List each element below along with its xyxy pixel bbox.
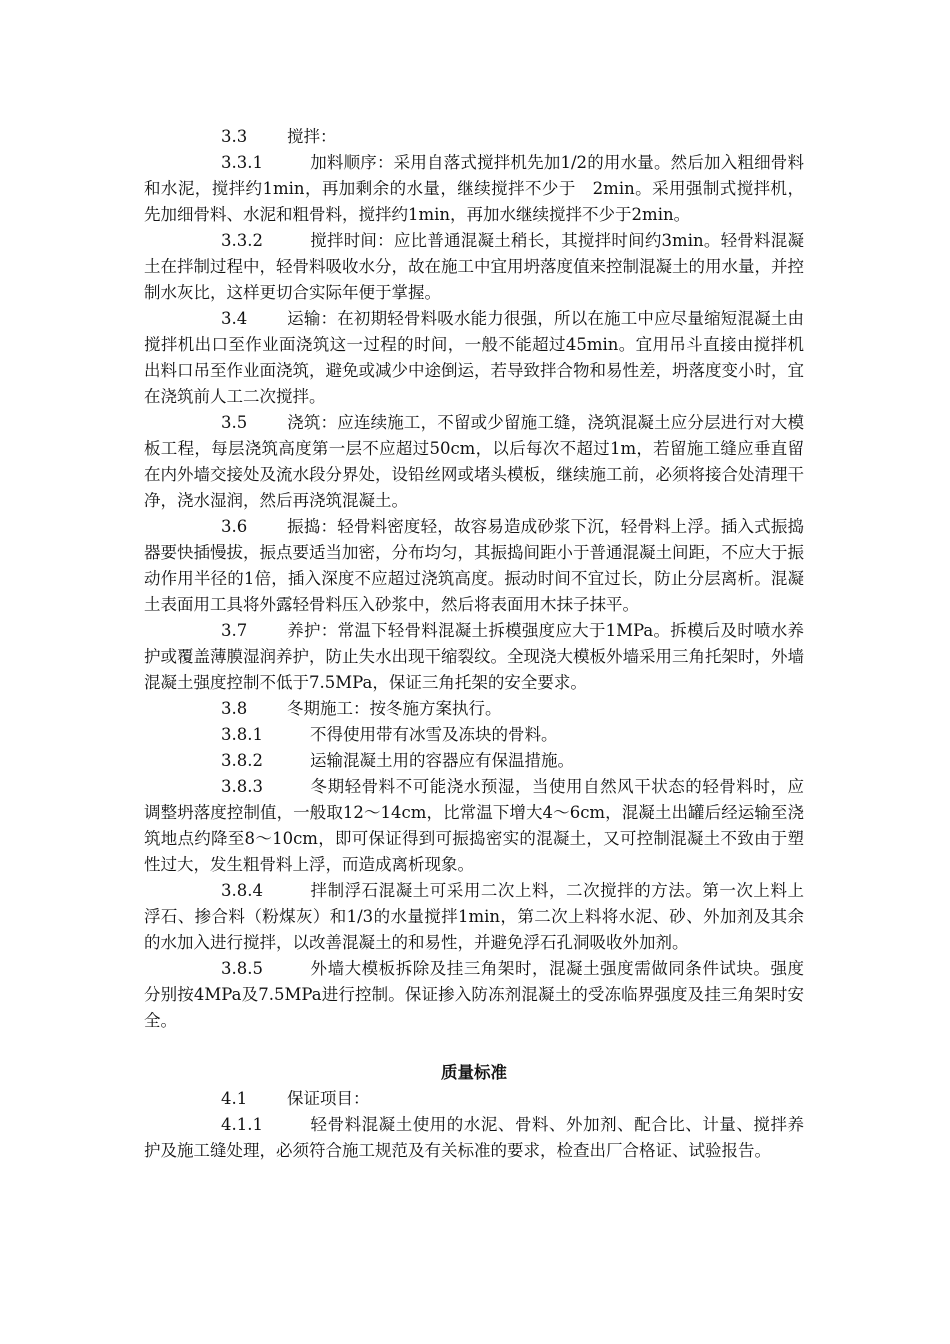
section-number: 3.8.5 xyxy=(221,959,263,978)
section-3-8-4 xyxy=(144,878,804,956)
section-text: 保证项目： xyxy=(287,1089,370,1108)
section-text: 养护：常温下轻骨料混凝土拆模强度应大于1MPa。拆模后及时喷水养护或覆盖薄膜湿润养护，防止失水出现干缩裂纹。全现浇大模板外墙采用三角托架时，外墙混凝土强度控制不低于7.5MPa，保证三角托架的安全要求。 xyxy=(144,621,804,692)
section-3-8-2 xyxy=(144,748,804,774)
quality-standard-heading: 质量标准 xyxy=(441,1063,507,1082)
section-text: 不得使用带有冰雪及冻块的骨料。 xyxy=(310,725,558,744)
section-3-8-5 xyxy=(144,956,804,1034)
section-number: 3.7 xyxy=(221,621,248,640)
section-number: 3.3.2 xyxy=(221,231,263,250)
section-number: 3.3.1 xyxy=(221,153,263,172)
section-text: 轻骨料混凝土使用的水泥、骨料、外加剂、配合比、计量、搅拌养护及施工缝处理，必须符合施工规范及有关标准的要求，检查出厂合格证、试验报告。 xyxy=(144,1115,804,1160)
section-text: 振捣：轻骨料密度轻，故容易造成砂浆下沉，轻骨料上浮。插入式振捣器要快插慢拔，振点要适当加密，分布均匀，其振捣间距小于普通混凝土间距，不应大于振动作用半径的1倍，插入深度不应超过浇筑高度。振动时间不宜过长，防止分层离析。混凝土表面用工具将外露轻骨料压入砂浆中，然后将表面用木抹子抹平。 xyxy=(144,517,804,614)
section-4-1 xyxy=(144,1086,804,1112)
section-text: 运输混凝土用的容器应有保温措施。 xyxy=(310,751,574,770)
section-3-3-2 xyxy=(144,228,804,306)
section-number: 3.8.3 xyxy=(221,777,263,796)
section-text: 加料顺序：采用自落式搅拌机先加1/2的用水量。然后加入粗细骨料和水泥，搅拌约1min，再加剩余的水量，继续搅拌不少于 2min。采用强制式搅拌机，先加细骨料、水泥和粗骨料，搅拌约1min，再加水继续搅拌不少于2min。 xyxy=(144,153,804,224)
section-number: 4.1 xyxy=(221,1089,248,1108)
section-text: 运输：在初期轻骨料吸水能力很强，所以在施工中应尽量缩短混凝土由搅拌机出口至作业面浇筑这一过程的时间，一般不能超过45min。宜用吊斗直接由搅拌机出料口吊至作业面浇筑，避免或减少中途倒运，若导致拌合物和易性差，坍落度变小时，宜在浇筑前人工二次搅拌。 xyxy=(144,309,804,406)
section-text: 拌制浮石混凝土可采用二次上料，二次搅拌的方法。第一次上料上浮石、掺合料（粉煤灰）和1/3的水量搅拌1min，第二次上料将水泥、砂、外加剂及其余的水加入进行搅拌，以改善混凝土的和易性，并避免浮石孔洞吸收外加剂。 xyxy=(144,881,804,952)
section-text: 冬期施工：按冬施方案执行。 xyxy=(287,699,502,718)
section-text: 冬期轻骨料不可能浇水预湿，当使用自然风干状态的轻骨料时，应调整坍落度控制值，一般取12～14cm，比常温下增大4～6cm，混凝土出罐后经运输至浇筑地点约降至8～10cm，即可保证得到可振捣密实的混凝土，又可控制混凝土不致由于塑性过大，发生粗骨料上浮，而造成离析现象。 xyxy=(144,777,804,874)
section-3-6 xyxy=(144,514,804,618)
section-3-8 xyxy=(144,696,804,722)
section-text: 搅拌时间：应比普通混凝土稍长，其搅拌时间约3min。轻骨料混凝土在拌制过程中，轻骨料吸收水分，故在施工中宜用坍落度值来控制混凝土的用水量，并控制水灰比，这样更切合实际年便于掌握。 xyxy=(144,231,804,302)
section-3-8-1 xyxy=(144,722,804,748)
section-number: 3.4 xyxy=(221,309,248,328)
section-text: 浇筑：应连续施工，不留或少留施工缝，浇筑混凝土应分层进行对大模板工程，每层浇筑高度第一层不应超过50cm，以后每次不超过1m，若留施工缝应垂直留在内外墙交接处及流水段分界处，设铅丝网或堵头模板，继续施工前，必须将接合处清理干净，浇水湿润，然后再浇筑混凝土。 xyxy=(144,413,804,510)
section-3-3 xyxy=(144,124,804,150)
section-number: 3.6 xyxy=(221,517,248,536)
section-number: 3.8.2 xyxy=(221,751,263,770)
section-3-3-1 xyxy=(144,150,804,228)
section-number: 3.8.4 xyxy=(221,881,263,900)
section-number: 4.1.1 xyxy=(221,1115,263,1134)
section-4-1-1 xyxy=(144,1112,804,1164)
section-number: 3.8.1 xyxy=(221,725,263,744)
section-text: 外墙大模板拆除及挂三角架时，混凝土强度需做同条件试块。强度分别按4MPa及7.5MPa进行控制。保证掺入防冻剂混凝土的受冻临界强度及挂三角架时安全。 xyxy=(144,959,804,1030)
section-3-4 xyxy=(144,306,804,410)
section-number: 3.8 xyxy=(221,699,248,718)
section-3-7 xyxy=(144,618,804,696)
section-number: 3.3 xyxy=(221,127,248,146)
document-body xyxy=(144,124,804,1164)
section-text: 搅拌： xyxy=(287,127,337,146)
section-3-5 xyxy=(144,410,804,514)
section-number: 3.5 xyxy=(221,413,248,432)
section-3-8-3 xyxy=(144,774,804,878)
